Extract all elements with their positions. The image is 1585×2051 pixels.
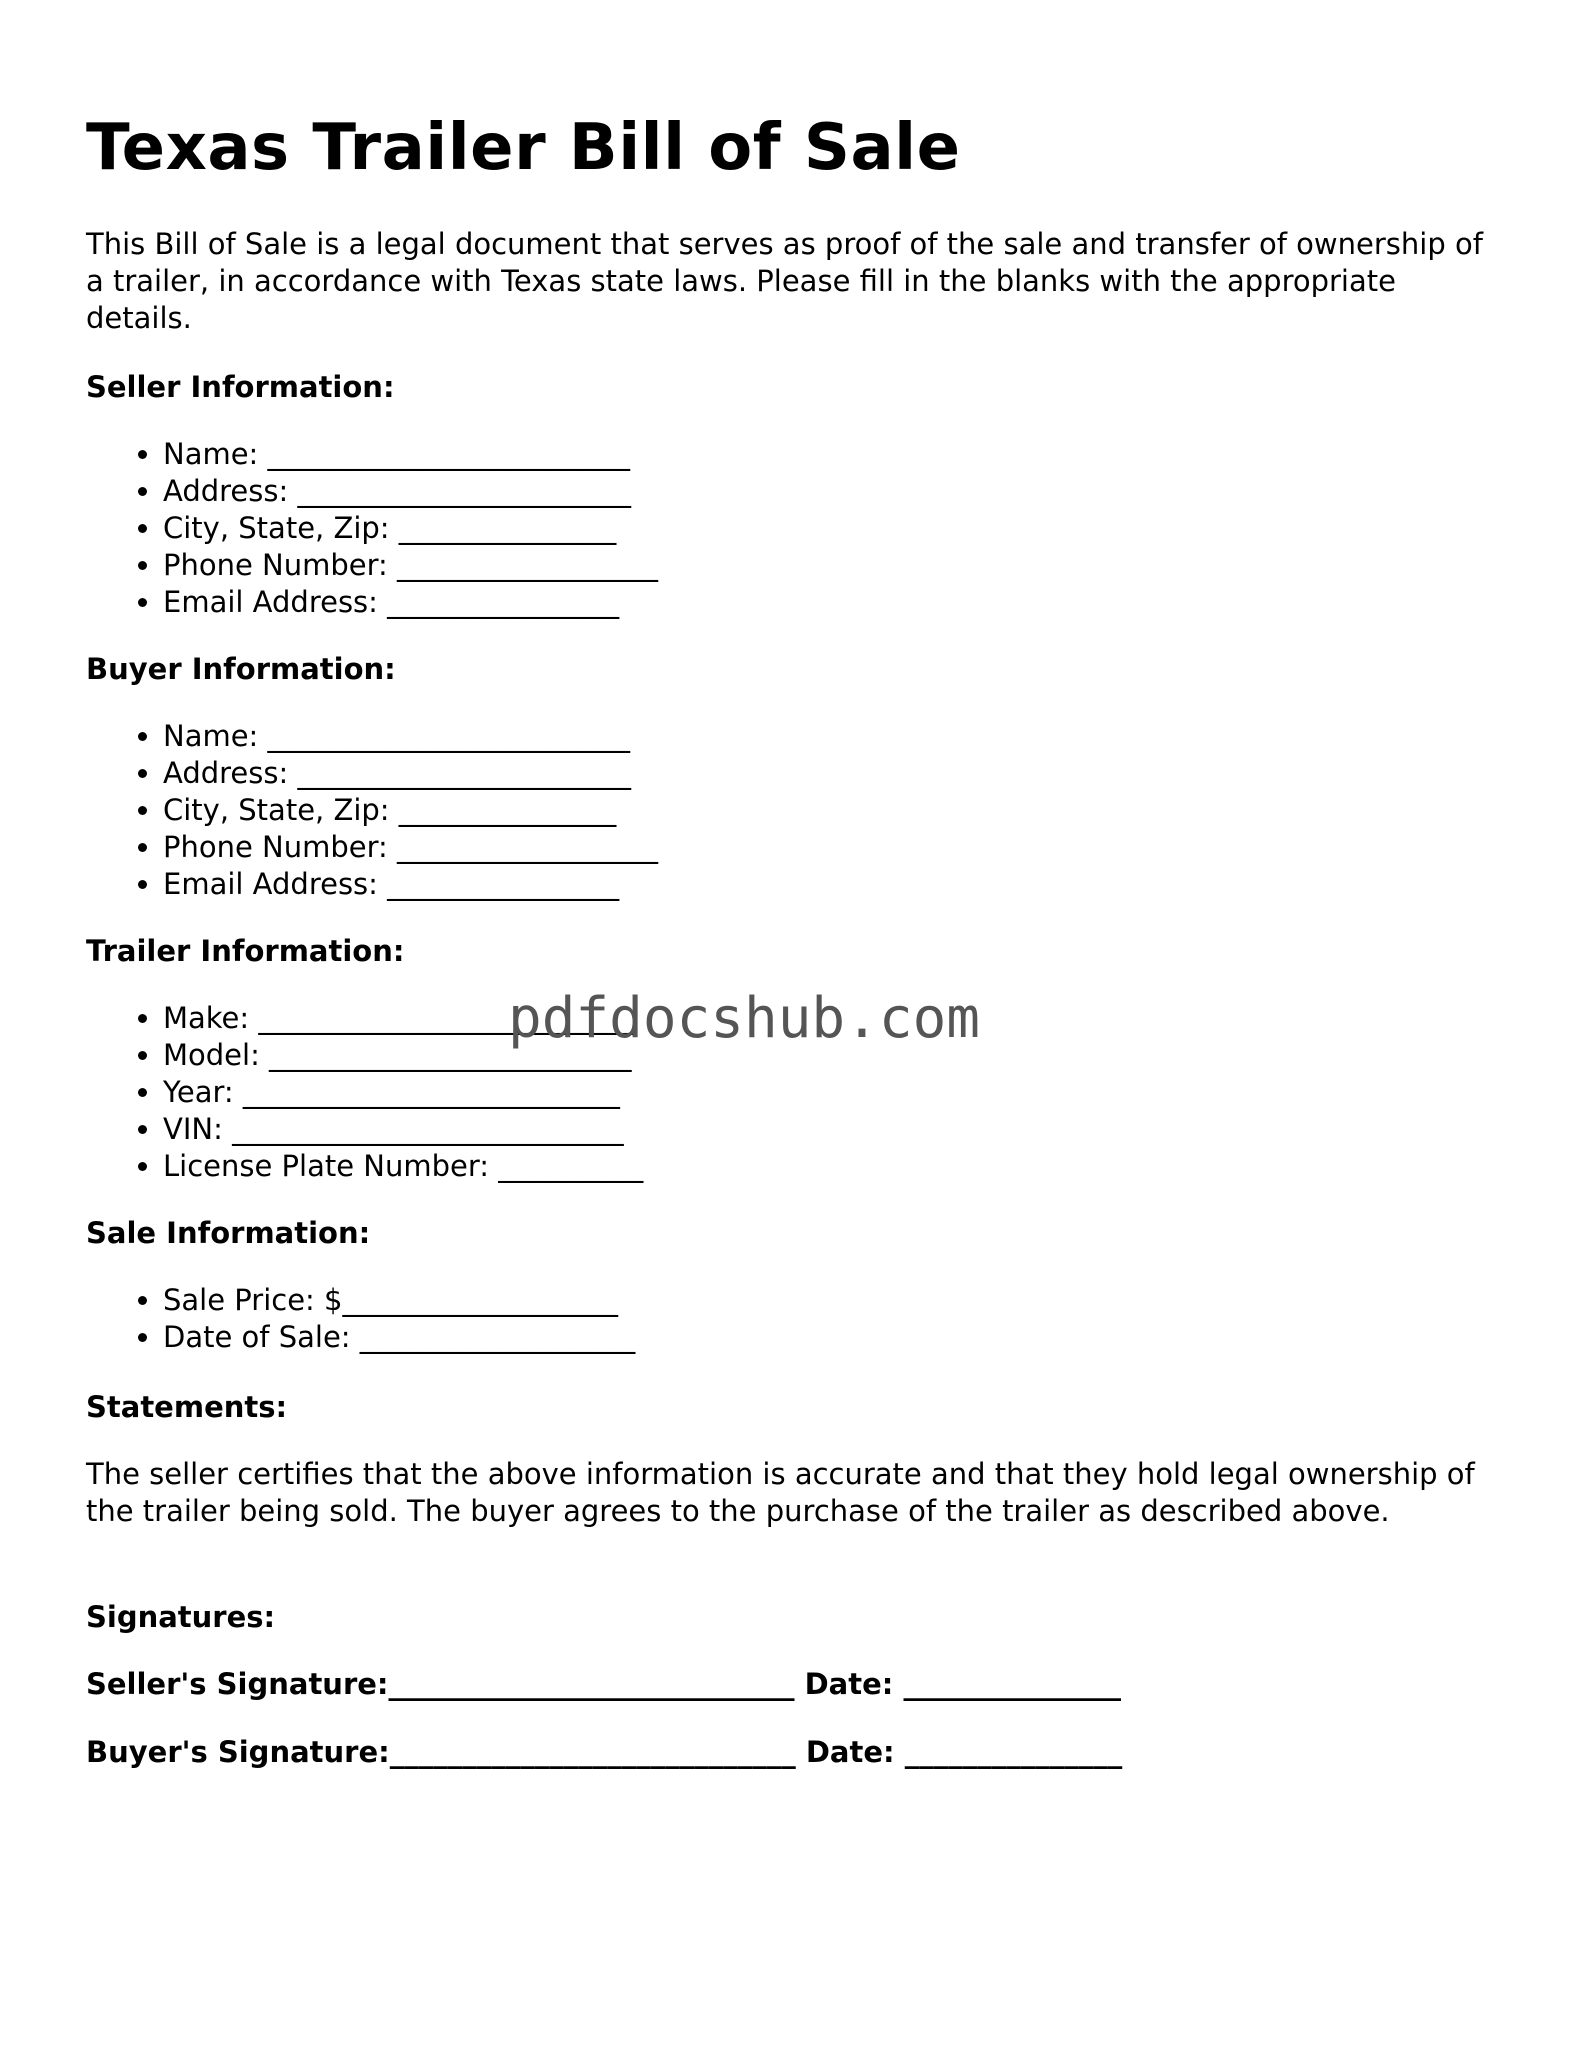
seller-city-state-zip-field[interactable]: • City, State, Zip: _______________ <box>163 510 658 547</box>
sale-date-field[interactable]: • Date of Sale: ___________________ <box>163 1319 635 1356</box>
trailer-year-field[interactable]: • Year: __________________________ <box>163 1074 643 1111</box>
statements-paragraph: The seller certifies that the above information is accurate and that they hold legal ownership of the trailer being sold. The buyer agrees to the purchase of the trailer as described above. <box>86 1457 1475 1528</box>
seller-section-heading: Seller Information: <box>86 370 395 404</box>
buyer-address-field[interactable]: • Address: _______________________ <box>163 755 658 792</box>
seller-signature-line[interactable]: Seller's Signature:____________________________ Date: _______________ <box>86 1667 1121 1701</box>
signatures-section-heading: Signatures: <box>86 1600 276 1634</box>
intro-paragraph: This Bill of Sale is a legal document that serves as proof of the sale and transfer of ownership of a trailer, in accordance with Texas state laws. Please fill in the blanks with the appropriate details. <box>86 227 1483 335</box>
sale-price-field[interactable]: • Sale Price: $___________________ <box>163 1282 635 1319</box>
sale-fields-list <box>86 1282 635 1356</box>
buyer-email-field[interactable]: • Email Address: ________________ <box>163 866 658 903</box>
seller-phone-field[interactable]: • Phone Number: __________________ <box>163 547 658 584</box>
seller-address-field[interactable]: • Address: _______________________ <box>163 473 658 510</box>
trailer-license-plate-field[interactable]: • License Plate Number: __________ <box>163 1148 643 1185</box>
trailer-model-field[interactable]: • Model: _________________________ <box>163 1037 643 1074</box>
watermark: pdfdocshub.com <box>508 986 981 1051</box>
trailer-vin-field[interactable]: • VIN: ___________________________ <box>163 1111 643 1148</box>
trailer-section-heading: Trailer Information: <box>86 934 405 968</box>
buyer-fields-list <box>86 718 658 903</box>
seller-fields-list <box>86 436 658 621</box>
seller-name-field[interactable]: • Name: _________________________ <box>163 436 658 473</box>
buyer-name-field[interactable]: • Name: _________________________ <box>163 718 658 755</box>
buyer-phone-field[interactable]: • Phone Number: __________________ <box>163 829 658 866</box>
trailer-fields-list <box>86 1000 643 1185</box>
statements-section-heading: Statements: <box>86 1390 288 1424</box>
buyer-city-state-zip-field[interactable]: • City, State, Zip: _______________ <box>163 792 658 829</box>
buyer-section-heading: Buyer Information: <box>86 652 396 686</box>
sale-section-heading: Sale Information: <box>86 1216 371 1250</box>
seller-email-field[interactable]: • Email Address: ________________ <box>163 584 658 621</box>
document-title: Texas Trailer Bill of Sale <box>86 111 961 185</box>
buyer-signature-line[interactable]: Buyer's Signature:____________________________ Date: _______________ <box>86 1735 1123 1769</box>
trailer-make-field[interactable]: • Make: __________________________ <box>163 1000 643 1037</box>
